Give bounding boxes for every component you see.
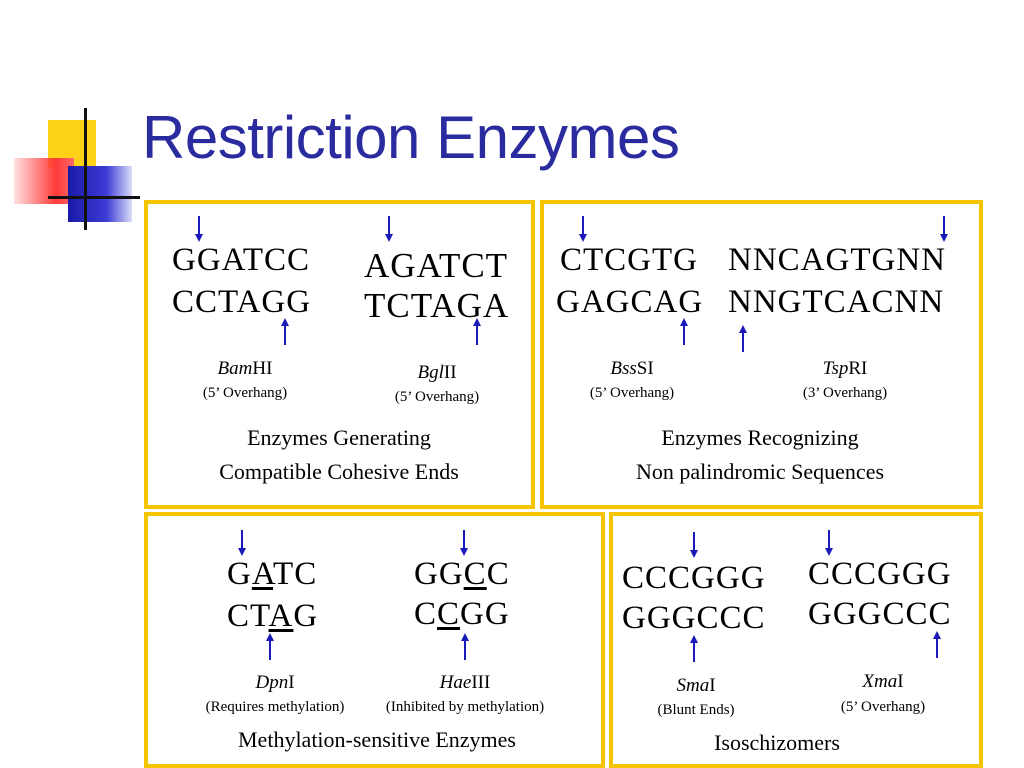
bsssi-overhang-note: (5’ Overhang) [589, 385, 675, 401]
tspri-seq-bottom: NNGTCACNN [728, 284, 945, 320]
xmai-overhang-note: (5’ Overhang) [840, 699, 926, 715]
nonpalindromic-caption: Enzymes Recognizing Non palindromic Sequences [635, 425, 885, 484]
dpni-seq-bottom: CTAG [227, 598, 319, 634]
tspri-overhang-note: (3’ Overhang) [802, 385, 888, 401]
dpni-methylation-note: (Requires methylation) [205, 699, 345, 715]
xmai-name: XmaI [862, 671, 904, 692]
bglii-seq-top: AGATCT [364, 246, 509, 285]
tspri-seq-top: NNCAGTGNN [728, 242, 946, 278]
haeiii-seq-top: GGCC [414, 556, 510, 592]
dpni-name: DpnI [255, 672, 295, 693]
smai-seq-top: CCCGGG [622, 560, 766, 596]
bsssi-seq-top: CTCGTG [560, 242, 698, 278]
bamhi-seq-bottom: CCTAGG [172, 284, 312, 320]
bglii-overhang-note: (5’ Overhang) [394, 389, 480, 405]
bsssi-name: BssSI [610, 358, 654, 379]
bamhi-overhang-note: (5’ Overhang) [202, 385, 288, 401]
bamhi-seq-top: GGATCC [172, 242, 311, 278]
haeiii-seq-bottom: CCGG [414, 596, 510, 632]
methylation-caption: Methylation-sensitive Enzymes [238, 727, 516, 752]
bglii-seq-bottom: TCTAGA [364, 286, 510, 325]
haeiii-methylation-note: (Inhibited by methylation) [385, 699, 545, 715]
tspri-name: TspRI [822, 358, 868, 379]
xmai-seq-top: CCCGGG [808, 556, 952, 592]
compatible-caption: Enzymes Generating Compatible Cohesive Ends [219, 425, 459, 484]
isoschizomers-caption: Isoschizomers [714, 730, 840, 755]
haeiii-name: HaeIII [439, 672, 491, 693]
smai-seq-bottom: GGGCCC [622, 600, 766, 636]
smai-name: SmaI [676, 675, 716, 696]
bsssi-seq-bottom: GAGCAG [556, 284, 704, 320]
smai-blunt-note: (Blunt Ends) [657, 702, 735, 718]
dpni-seq-top: GATC [227, 556, 318, 592]
bamhi-name: BamHI [217, 358, 273, 379]
xmai-seq-bottom: GGGCCC [808, 596, 952, 632]
bglii-name: BglII [417, 362, 457, 383]
slide-title: Restriction Enzymes [142, 104, 680, 171]
